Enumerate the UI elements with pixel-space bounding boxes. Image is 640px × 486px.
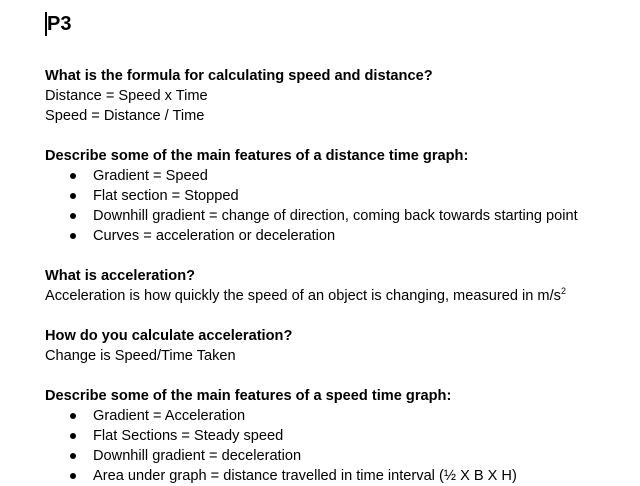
paragraph-spacer <box>45 306 635 326</box>
bullet-list <box>45 406 635 486</box>
bullet-text: Flat Sections = Steady speed <box>93 428 284 444</box>
document-title: P3 <box>47 13 72 35</box>
bullet-text: Gradient = Acceleration <box>93 408 246 424</box>
bullet-item <box>45 186 635 206</box>
answer-line <box>45 286 635 306</box>
bullet-item <box>45 446 635 466</box>
bullet-icon <box>70 233 76 239</box>
bullet-text: Curves = acceleration or deceleration <box>93 228 336 244</box>
question-heading: Describe some of the main features of a distance time graph: <box>45 148 469 164</box>
question-heading: What is the formula for calculating speed and distance? <box>45 68 433 84</box>
bullet-icon <box>70 193 76 199</box>
question-heading: What is acceleration? <box>45 268 196 284</box>
question-heading: Describe some of the main features of a speed time graph: <box>45 388 452 404</box>
superscript-exponent: 2 <box>560 286 566 296</box>
bullet-icon <box>70 473 76 479</box>
bullet-item <box>45 166 635 186</box>
bullet-icon <box>70 213 76 219</box>
answer-text: Acceleration is how quickly the speed of an object is changing, measured in m/s <box>45 288 561 304</box>
bullet-icon <box>70 173 76 179</box>
paragraph-spacer <box>45 126 635 146</box>
section-acceleration-definition <box>45 266 635 306</box>
section-calculate-acceleration <box>45 326 635 366</box>
question-heading: How do you calculate acceleration? <box>45 328 293 344</box>
bullet-item <box>45 426 635 446</box>
section-speed-distance-formula <box>45 66 635 126</box>
bullet-icon <box>70 433 76 439</box>
bullet-item <box>45 406 635 426</box>
bullet-item <box>45 226 635 246</box>
answer-line: Change is Speed/Time Taken <box>45 348 236 364</box>
bullet-text: Downhill gradient = deceleration <box>93 448 302 464</box>
paragraph-spacer <box>45 366 635 386</box>
paragraph-spacer <box>45 246 635 266</box>
document-body[interactable] <box>45 66 635 486</box>
answer-line: Speed = Distance / Time <box>45 108 205 124</box>
section-speed-time-graph <box>45 386 635 486</box>
section-distance-time-graph <box>45 146 635 246</box>
bullet-icon <box>70 413 76 419</box>
bullet-text: Gradient = Speed <box>93 168 208 184</box>
bullet-text: Flat section = Stopped <box>93 188 239 204</box>
answer-line: Distance = Speed x Time <box>45 88 208 104</box>
bullet-text: Area under graph = distance travelled in time interval (½ X B X H) <box>93 468 517 484</box>
bullet-item <box>45 206 635 226</box>
bullet-list <box>45 166 635 246</box>
bullet-icon <box>70 453 76 459</box>
bullet-text: Downhill gradient = change of direction, coming back towards starting point <box>93 208 578 224</box>
bullet-item <box>45 466 635 486</box>
